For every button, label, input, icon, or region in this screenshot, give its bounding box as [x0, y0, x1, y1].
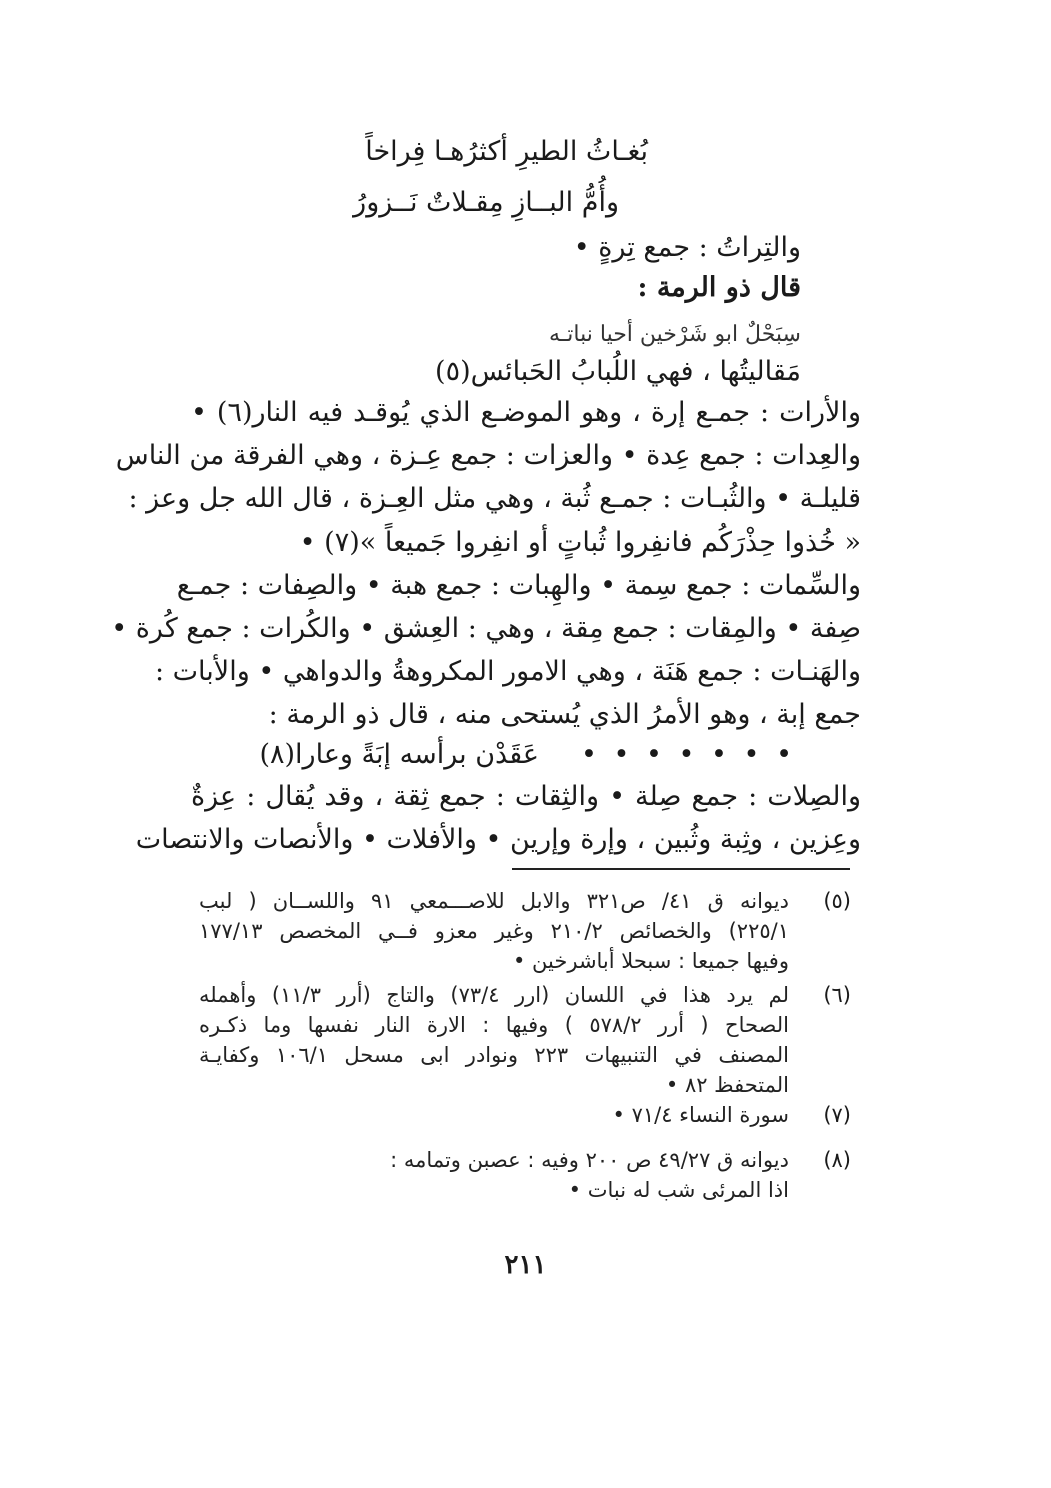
footnote-line: ديوانه ق ٤٩/٢٧ ص ٢٠٠ وفيه : عصبن وتمامه :: [390, 1148, 789, 1172]
footnote-line: ٢٢٥/١) والخصائص ٢١٠/٢ وغير معزو فــي المخصص ١٧٧/١٣: [199, 919, 789, 943]
body-line: قليلـة • والثُبـات : جمـع ثُبة ، وهي مثل العِـزة ، قال الله جل وعز :: [128, 483, 861, 514]
footnote-line: وفيها جميعا : سبحلا أباشرخين •: [512, 949, 789, 973]
body-line: صِفة • والمِقات : جمع مِقة ، وهي : العِشق • والكُرات : جمع كُرة •: [111, 613, 861, 644]
footnote-number: (٥): [823, 889, 851, 913]
footnote-line: سورة النساء ٧١/٤ •: [612, 1103, 789, 1127]
poet-intro-1: قال ذو الرمة :: [637, 272, 801, 303]
verse-2-line-1: سِبَحْلٌ ابو شَرْخين أحيا نباتـه: [549, 322, 801, 347]
body-line: والأرات : جمـع إرة ، وهو الموضـع الذي يُوقـد فيه النار(٦) •: [191, 397, 861, 428]
footnote-line: المصنف في التنبيهات ٢٢٣ ونوادر ابى مسحل ١٠٦/١ وكفايـة: [199, 1043, 789, 1067]
footnote-line: المتحفظ ٨٢ •: [665, 1073, 789, 1097]
verse-2-line-2: مَقاليتُها ، فهي اللُبابُ الحَبائس(٥): [435, 356, 801, 387]
footnote-line: ديوانه ق ٤١/ ص٣٢١ والابل للاصـــمعي ٩١ واللســان ( لبب: [199, 889, 789, 913]
verse-3-dots: • • • • • • •: [581, 739, 796, 770]
footnote-number: (٨): [823, 1148, 851, 1172]
verse-1-line-1: بُغـاثُ الطيرِ أكثرُهـا فِراخاً: [365, 136, 648, 167]
body-line: وعِزين ، وثِبة وثُبين ، وإرة وإرين • والأفلات • والأنصات والانتصات: [135, 824, 861, 855]
footnote-number: (٦): [823, 983, 851, 1007]
body-line: جمع إبة ، وهو الأمرُ الذي يُستحى منه ، قال ذو الرمة :: [268, 699, 861, 730]
verse-3-text: عَقَدْن برأسه إبَةً وعارا(٨): [259, 739, 539, 770]
body-line: والصِلات : جمع صِلة • والثِقات : جمع ثِقة ، وقد يُقال : عِزةٌ: [191, 781, 861, 812]
paragraph-tirat: والتِراتُ : جمع تِرةٍ •: [573, 232, 801, 263]
quran-quote-line: « خُذوا حِذْرَكُم فانفِروا ثُباتٍ أو انفِروا جَميعاً »(٧) •: [299, 527, 861, 558]
footnote-line: الصحاح ( أرر ٥٧٨/٢ ) وفيها : الارة النار نفسها وما ذكـره: [199, 1013, 789, 1037]
body-line: والسِّمات : جمع سِمة • والهِبات : جمع هبة • والصِفات : جمـع: [176, 570, 861, 601]
footnote-line: اذا المرئى شب له نبات •: [568, 1178, 789, 1202]
footnote-separator: [512, 868, 850, 870]
footnote-number: (٧): [823, 1103, 851, 1127]
page-number: ٢١١: [504, 1250, 547, 1280]
footnote-line: لم يرد هذا في اللسان (ارر ٧٣/٤) والتاج (أرر ١١/٣) وأهمله: [199, 983, 789, 1007]
verse-1-line-2: وأُمُّ البــازِ مِقـلاتٌ نَــزورُ: [353, 187, 619, 218]
body-line: والهَنـات : جمع هَنَة ، وهي الامور المكروهةُ والدواهي • والأبات :: [154, 656, 861, 687]
body-line: والعِدات : جمع عِدة • والعزات : جمع عِـزة ، وهي الفرقة من الناس: [115, 440, 861, 471]
